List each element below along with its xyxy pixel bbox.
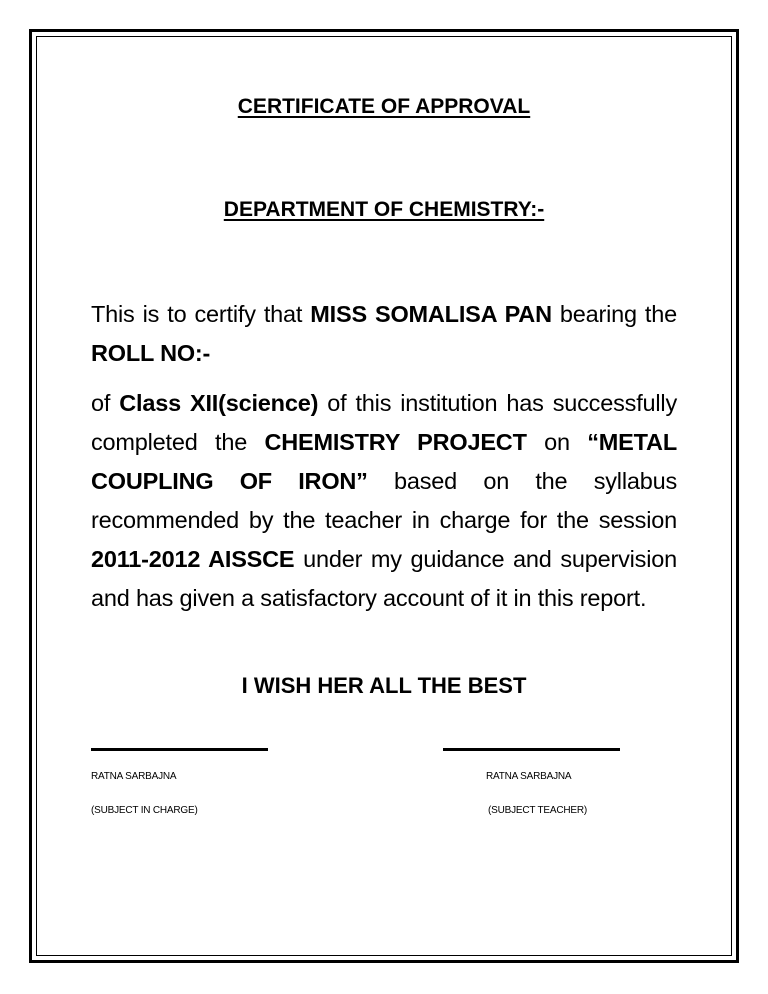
department-heading: DEPARTMENT OF CHEMISTRY:- [223,198,545,221]
guidance-text: under my guidance and supervision and has given a satisfactory account of it in this report. [91,546,677,611]
session-years: 2011-2012 AISSCE [91,546,295,572]
certificate-title: CERTIFICATE OF APPROVAL [237,95,531,118]
on-text: on [526,429,588,455]
certify-paragraph [91,295,677,373]
signature-line-right [443,748,620,751]
of-text: of [91,390,120,416]
signatory-name-right: RATNA SARBAJNA [486,771,572,782]
signature-line-left [91,748,268,751]
syllabus-text: based on the syllabus recommended by the teacher in charge for the session [91,468,677,533]
project-title: “METAL COUPLING OF IRON” [91,429,677,494]
project-paragraph [91,384,677,618]
roll-number-label: ROLL NO:- [91,340,211,366]
class-name: Class XII(science) [119,390,319,416]
signatory-name-left: RATNA SARBAJNA [91,771,177,782]
bearing-text: bearing the [551,301,677,327]
project-label: CHEMISTRY PROJECT [264,429,527,455]
best-wishes-line: I WISH HER ALL THE BEST [241,673,527,698]
institution-text: of this institution has successfully completed the [91,390,677,455]
signatory-role-right: (SUBJECT TEACHER) [488,805,588,816]
signatory-role-left: (SUBJECT IN CHARGE) [91,805,198,816]
student-name: MISS SOMALISA PAN [310,301,552,327]
certify-text: This is to certify that [91,301,311,327]
